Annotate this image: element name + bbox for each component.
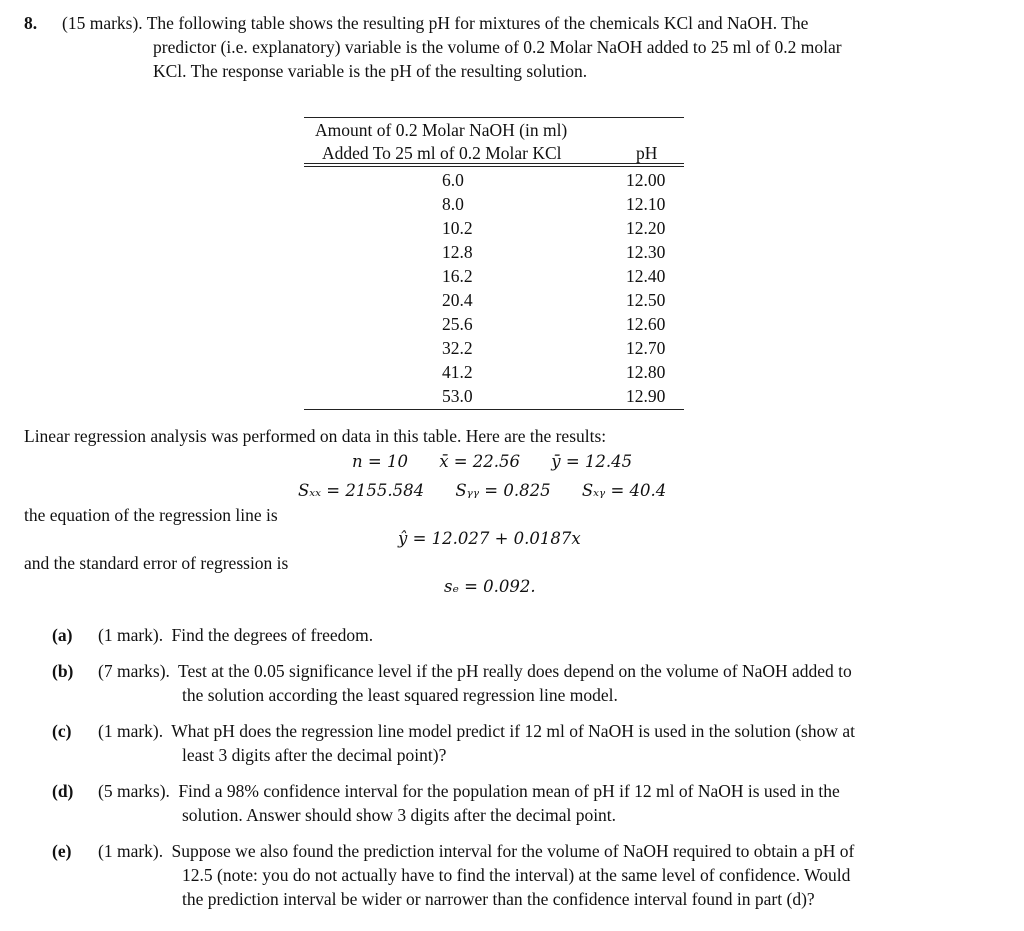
part-b-label: (b) xyxy=(52,661,74,681)
table-cell-x: 16.2 xyxy=(442,266,473,286)
part-d-label: (d) xyxy=(52,781,74,801)
table-cell-y: 12.60 xyxy=(626,314,666,334)
table-cell-x: 53.0 xyxy=(442,386,473,406)
table-cell-y: 12.70 xyxy=(626,338,666,358)
question-intro-line-3: KCl. The response variable is the pH of the resulting solution. xyxy=(153,61,588,81)
table-header-x-line1: Amount of 0.2 Molar NaOH (in ml) xyxy=(315,120,568,140)
part-a-label: (a) xyxy=(52,625,73,645)
part-d-body: Find a 98% confidence interval for the population mean of pH if 12 ml of NaOH is used in the xyxy=(178,781,840,801)
table-cell-x: 32.2 xyxy=(442,338,473,358)
part-d-marks: (5 marks). xyxy=(98,781,170,801)
standard-error-label: and the standard error of regression is xyxy=(24,553,289,573)
table-header-rule-2 xyxy=(304,166,684,167)
table-header-y: pH xyxy=(636,143,658,163)
part-c-marks: (1 mark). xyxy=(98,721,164,741)
table-cell-y: 12.20 xyxy=(626,218,666,238)
table-cell-y: 12.10 xyxy=(626,194,666,214)
question-number: 8. xyxy=(24,13,38,33)
part-b-body-cont: the solution according the least squared regression line model. xyxy=(182,685,618,705)
table-cell-x: 12.8 xyxy=(442,242,473,262)
part-c-body: What pH does the regression line model predict if 12 ml of NaOH is used in the solution (show at xyxy=(171,721,856,741)
table-cell-x: 6.0 xyxy=(442,170,464,190)
part-a-marks: (1 mark). xyxy=(98,625,164,645)
stat-sxy: Sₓᵧ = 40.4 xyxy=(581,481,667,500)
part-d-body-cont: solution. Answer should show 3 digits after the decimal point. xyxy=(182,805,617,825)
table-cell-x: 8.0 xyxy=(442,194,464,214)
part-e-marks: (1 mark). xyxy=(98,841,164,861)
question-intro-line-2: predictor (i.e. explanatory) variable is the volume of 0.2 Molar NaOH added to 25 ml of 0.2 molar xyxy=(153,37,842,57)
part-c-label: (c) xyxy=(52,721,72,741)
part-e-text xyxy=(98,839,968,863)
summary-stats-row-2 xyxy=(298,479,666,503)
stat-n: n = 10 xyxy=(352,452,408,471)
part-a-text xyxy=(98,623,968,647)
stat-ybar: ȳ = 12.45 xyxy=(551,452,633,471)
regression-intro: Linear regression analysis was performed on data in this table. Here are the results: xyxy=(24,426,607,446)
part-e-body-cont-2: the prediction interval be wider or narrower than the confidence interval found in part (d)? xyxy=(182,889,815,909)
part-d-text xyxy=(98,779,968,803)
stat-sxx: Sₓₓ = 2155.584 xyxy=(298,481,425,500)
summary-stats-row-1 xyxy=(352,450,632,474)
part-c-body-cont: least 3 digits after the decimal point)? xyxy=(182,745,447,765)
table-cell-x: 25.6 xyxy=(442,314,473,334)
table-cell-y: 12.40 xyxy=(626,266,666,286)
table-cell-y: 12.90 xyxy=(626,386,666,406)
table-header-x-line2: Added To 25 ml of 0.2 Molar KCl xyxy=(322,143,562,163)
table-header-rule-1 xyxy=(304,163,684,164)
table-cell-x: 20.4 xyxy=(442,290,473,310)
part-e-body-cont-1: 12.5 (note: you do not actually have to find the interval) at the same level of confidence. Would xyxy=(182,865,851,885)
standard-error-value: sₑ = 0.092. xyxy=(444,577,536,596)
table-bottom-rule xyxy=(304,409,684,410)
question-intro-line-1: (15 marks). The following table shows the resulting pH for mixtures of the chemicals KCl and NaOH. The xyxy=(62,13,809,33)
table-cell-y: 12.50 xyxy=(626,290,666,310)
part-c-text xyxy=(98,719,968,743)
equation-label: the equation of the regression line is xyxy=(24,505,278,525)
stat-syy: Sᵧᵧ = 0.825 xyxy=(455,481,551,500)
part-b-marks: (7 marks). xyxy=(98,661,170,681)
part-a-body: Find the degrees of freedom. xyxy=(171,625,374,645)
table-cell-y: 12.80 xyxy=(626,362,666,382)
table-cell-y: 12.00 xyxy=(626,170,666,190)
part-b-body: Test at the 0.05 significance level if the pH really does depend on the volume of NaOH added to xyxy=(178,661,852,681)
regression-equation: ŷ = 12.027 + 0.0187x xyxy=(398,529,581,548)
part-b-text xyxy=(98,659,968,683)
table-cell-x: 41.2 xyxy=(442,362,473,382)
table-cell-x: 10.2 xyxy=(442,218,473,238)
part-e-body: Suppose we also found the prediction interval for the volume of NaOH required to obtain a pH of xyxy=(171,841,855,861)
table-cell-y: 12.30 xyxy=(626,242,666,262)
part-e-label: (e) xyxy=(52,841,72,861)
stat-xbar: x̄ = 22.56 xyxy=(439,452,521,471)
